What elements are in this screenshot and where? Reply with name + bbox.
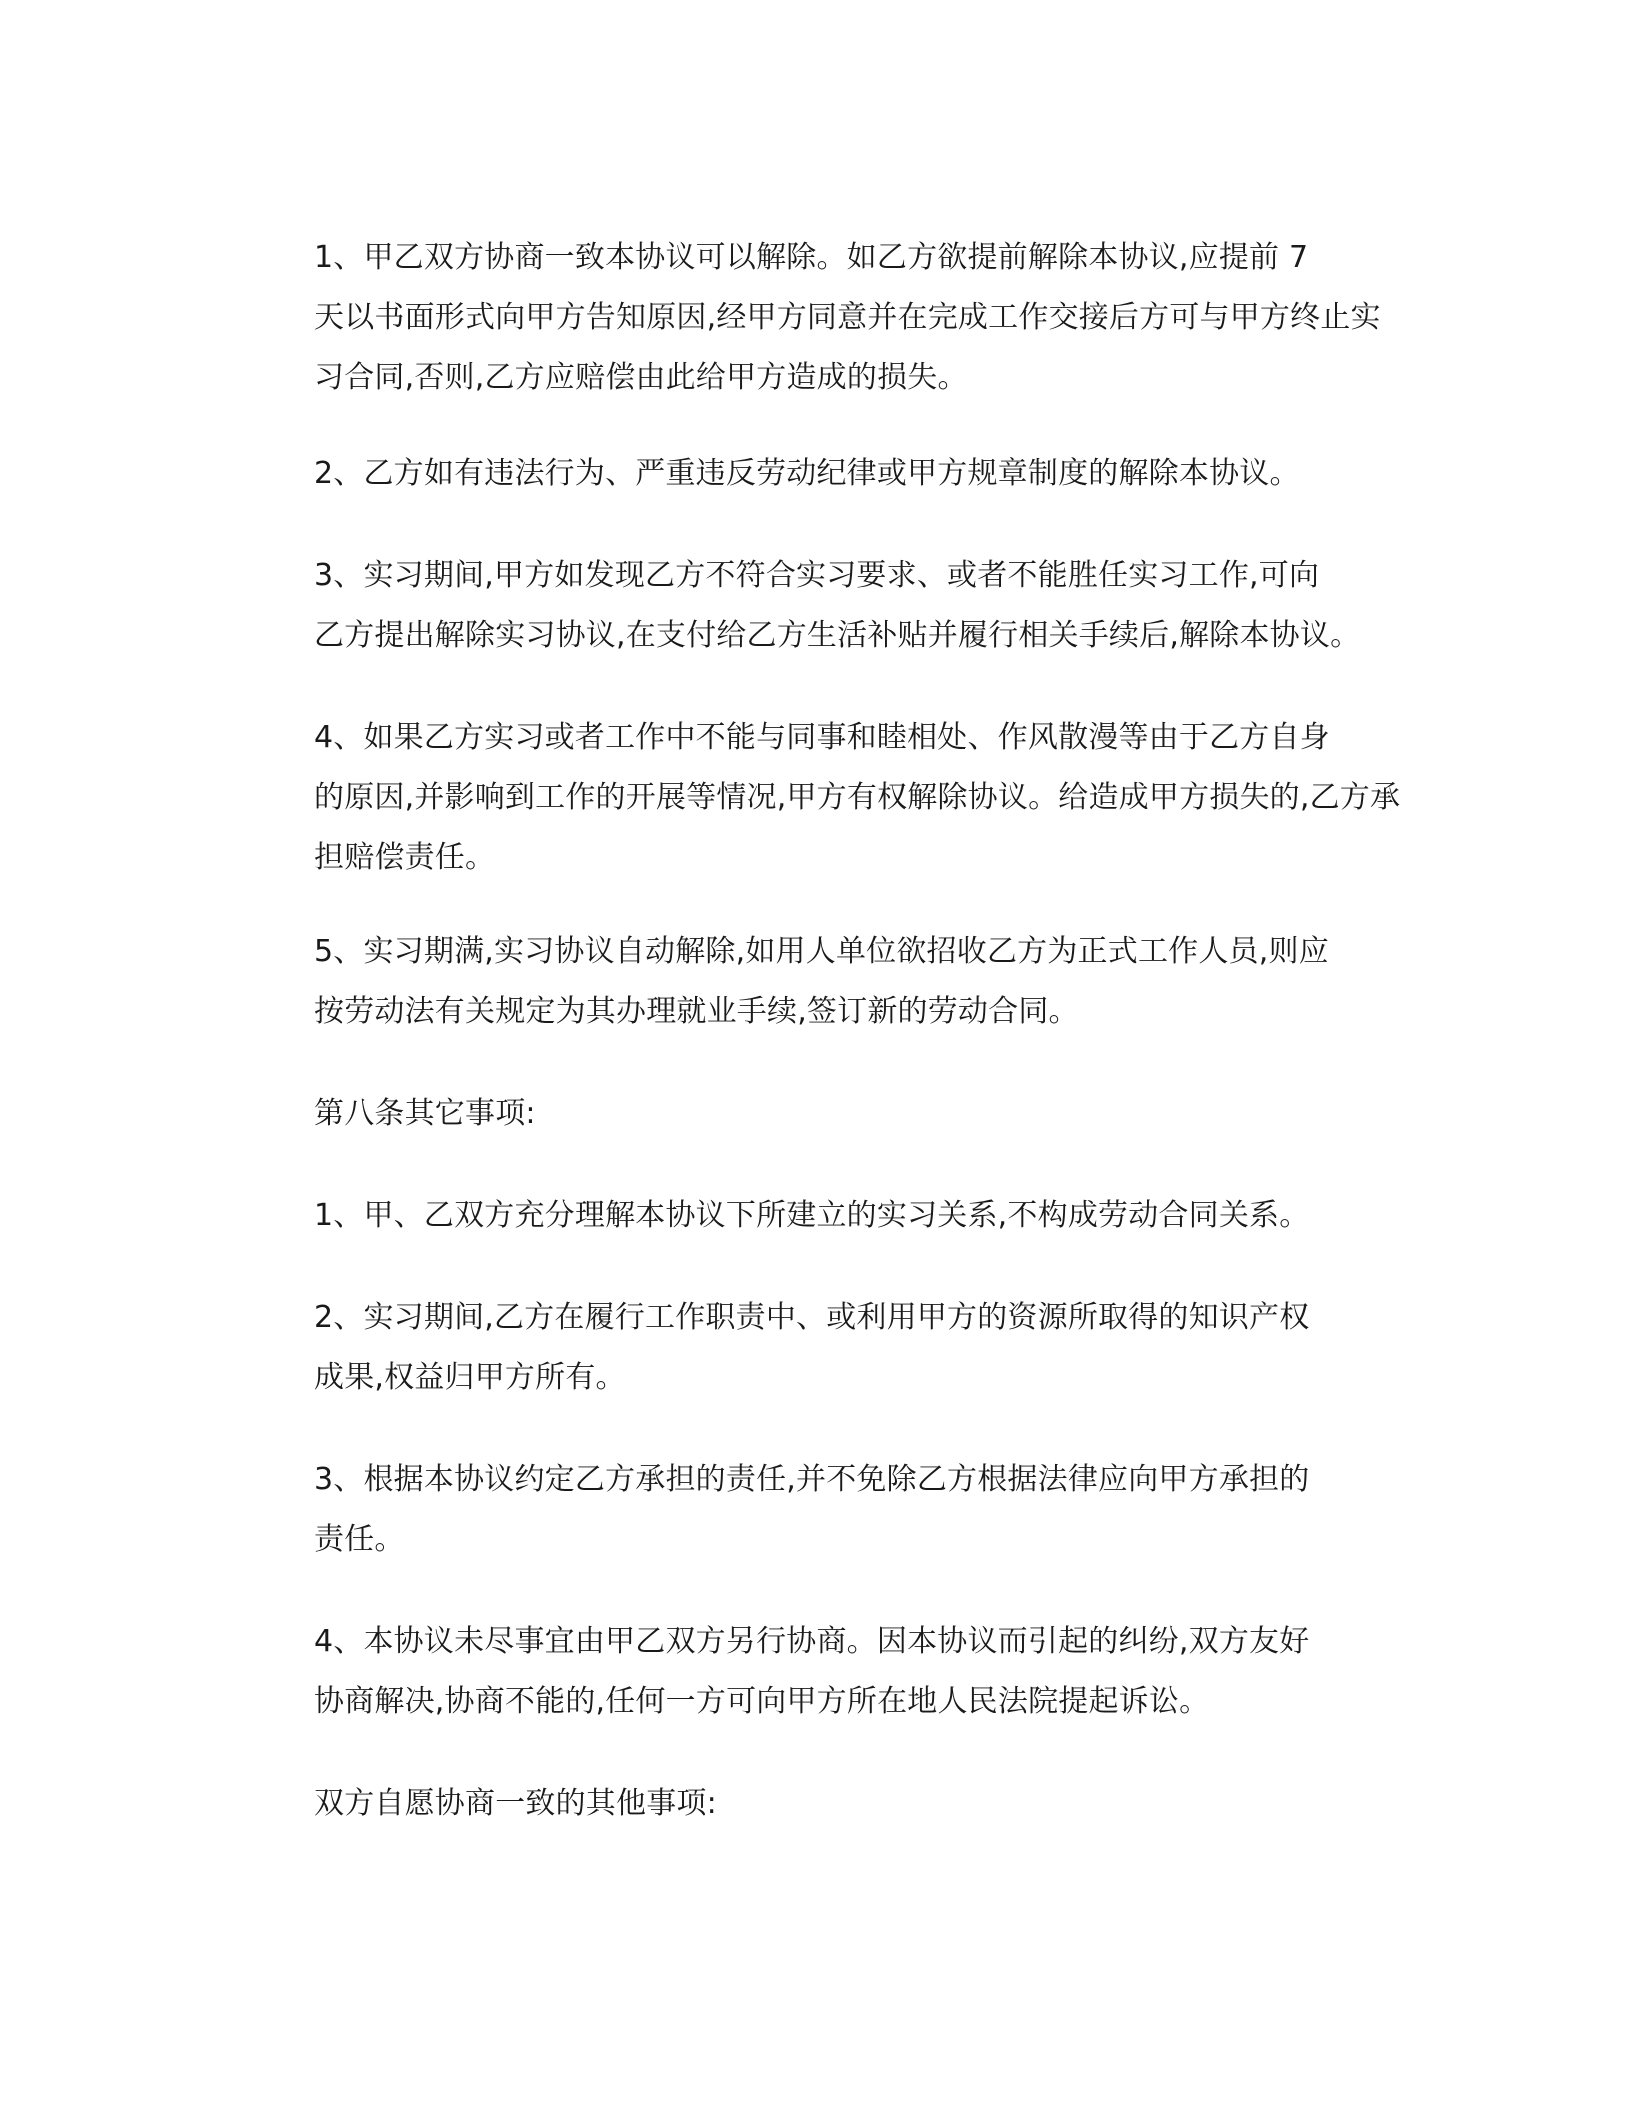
clause-line: 习合同,否则,乙方应赔偿由此给甲方造成的损失。 <box>314 360 968 395</box>
clause-termination-4 <box>238 708 1401 888</box>
clause-line: 4、本协议未尽事宜由甲乙双方另行协商。因本协议而引起的纠纷,双方友好 <box>314 1624 1310 1659</box>
clause-line: 按劳动法有关规定为其办理就业手续,签订新的劳动合同。 <box>314 994 1079 1029</box>
clause-line: 担赔偿责任。 <box>314 840 496 875</box>
section-heading-text: 双方自愿协商一致的其他事项: <box>314 1786 717 1821</box>
clause-termination-5 <box>238 922 1388 1042</box>
clause-line: 责任。 <box>314 1522 405 1557</box>
clause-line: 成果,权益归甲方所有。 <box>314 1360 626 1395</box>
closing-heading <box>314 1774 1464 1834</box>
clause-line: 4、如果乙方实习或者工作中不能与同事和睦相处、作风散漫等由于乙方自身 <box>314 720 1330 755</box>
clause-line: 1、甲乙双方协商一致本协议可以解除。如乙方欲提前解除本协议,应提前 7 <box>314 240 1309 275</box>
clause-line: 2、乙方如有违法行为、严重违反劳动纪律或甲方规章制度的解除本协议。 <box>314 456 1300 491</box>
clause-termination-2 <box>238 444 1388 504</box>
clause-termination-1 <box>238 228 1388 408</box>
clause-line: 乙方提出解除实习协议,在支付给乙方生活补贴并履行相关手续后,解除本协议。 <box>314 618 1361 653</box>
clause-article8-1 <box>238 1186 1388 1246</box>
clause-line: 协商解决,协商不能的,任何一方可向甲方所在地人民法院提起诉讼。 <box>314 1684 1210 1719</box>
clause-line: 2、实习期间,乙方在履行工作职责中、或利用甲方的资源所取得的知识产权 <box>314 1300 1310 1335</box>
section-heading-text: 第八条其它事项: <box>314 1096 536 1131</box>
clause-article8-3 <box>238 1450 1388 1570</box>
clause-line: 1、甲、乙双方充分理解本协议下所建立的实习关系,不构成劳动合同关系。 <box>314 1198 1310 1233</box>
clause-article8-4 <box>238 1612 1388 1732</box>
clause-line: 的原因,并影响到工作的开展等情况,甲方有权解除协议。给造成甲方损失的,乙方承 <box>314 780 1401 815</box>
clause-line: 3、实习期间,甲方如发现乙方不符合实习要求、或者不能胜任实习工作,可向 <box>314 558 1320 593</box>
clause-termination-3 <box>238 546 1388 666</box>
clause-line: 5、实习期满,实习协议自动解除,如用人单位欲招收乙方为正式工作人员,则应 <box>314 934 1329 969</box>
clause-line: 天以书面形式向甲方告知原因,经甲方同意并在完成工作交接后方可与甲方终止实 <box>314 300 1381 335</box>
article-8-heading <box>314 1084 1464 1144</box>
clause-article8-2 <box>238 1288 1388 1408</box>
clause-line: 3、根据本协议约定乙方承担的责任,并不免除乙方根据法律应向甲方承担的 <box>314 1462 1310 1497</box>
